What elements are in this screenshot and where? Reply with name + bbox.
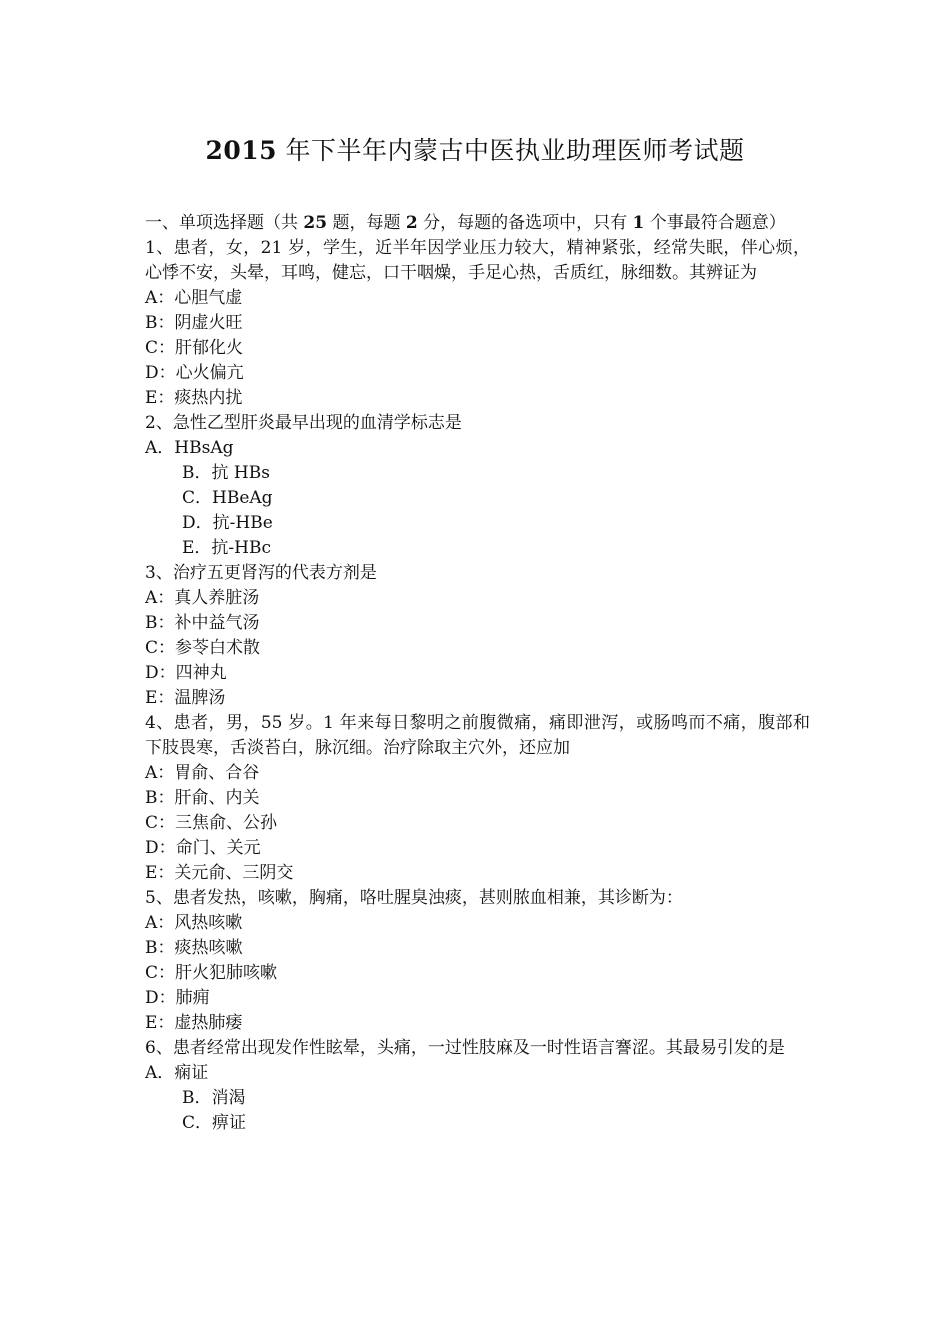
option-a: A：心胆气虚	[145, 288, 243, 308]
question-stem: 6、患者经常出现发作性眩晕，头痛，一过性肢麻及一时性语言謇涩。其最易引发的是	[145, 1038, 785, 1058]
option-b: B：肝俞、内关	[145, 788, 260, 808]
option-e: E：关元俞、三阴交	[145, 863, 294, 883]
option-c: C．HBeAg	[182, 488, 273, 508]
section-heading-text: 题，每题	[327, 213, 406, 233]
option-d: D：命门、关元	[145, 838, 261, 858]
question-stem: 2、急性乙型肝炎最早出现的血清学标志是	[145, 413, 462, 433]
option-c: C：三焦俞、公孙	[145, 813, 278, 833]
question-count: 25	[303, 213, 328, 233]
option-d: D：肺痈	[145, 988, 210, 1008]
option-b: B：补中益气汤	[145, 613, 260, 633]
title-year: 2015	[205, 136, 278, 165]
option-b: B．抗 HBs	[182, 463, 270, 483]
option-c: C．痹证	[182, 1113, 247, 1133]
section-heading-text: 一、单项选择题（共	[145, 213, 304, 233]
title-text: 年下半年内蒙古中医执业助理医师考试题	[277, 136, 745, 165]
document-body	[145, 211, 810, 1136]
option-e: E：痰热内扰	[145, 388, 243, 408]
option-c: C：肝郁化火	[145, 338, 244, 358]
option-c: C：参苓白术散	[145, 638, 261, 658]
question-stem: 3、治疗五更肾泻的代表方剂是	[145, 563, 377, 583]
question-stem: 1、患者，女，21 岁，学生，近半年因学业压力较大，精神紧张，经常失眠，伴心烦，心悸不安，头晕，耳鸣，健忘，口干咽燥，手足心热，舌质红，脉细数。其辨证为	[145, 238, 810, 283]
section-heading	[145, 211, 810, 236]
option-e: E：温脾汤	[145, 688, 226, 708]
option-a: A：真人养脏汤	[145, 588, 260, 608]
correct-count: 1	[632, 213, 645, 233]
question-stem: 4、患者，男，55 岁。1 年来每日黎明之前腹微痛，痛即泄泻，或肠鸣而不痛，腹部和下肢畏寒，舌淡苔白，脉沉细。治疗除取主穴外，还应加	[145, 713, 810, 758]
points-per-question: 2	[405, 213, 418, 233]
option-d: D．抗-HBe	[182, 513, 273, 533]
option-b: B．消渴	[182, 1088, 246, 1108]
option-e: E：虚热肺痿	[145, 1013, 243, 1033]
option-d: D：心火偏亢	[145, 363, 244, 383]
option-b: B：痰热咳嗽	[145, 938, 243, 958]
question-stem: 5、患者发热，咳嗽，胸痛，咯吐腥臭浊痰，甚则脓血相兼，其诊断为：	[145, 888, 683, 908]
option-c: C：肝火犯肺咳嗽	[145, 963, 278, 983]
section-heading-text: 个事最符合题意）	[644, 213, 786, 233]
section-heading-text: 分，每题的备选项中，只有	[417, 213, 633, 233]
document-title	[0, 134, 950, 168]
option-d: D：四神丸	[145, 663, 227, 683]
option-a: A：胃俞、合谷	[145, 763, 260, 783]
option-a: A．HBsAg	[145, 438, 234, 458]
option-e: E．抗-HBc	[182, 538, 271, 558]
option-b: B：阴虚火旺	[145, 313, 243, 333]
option-a: A．痫证	[145, 1063, 209, 1083]
option-a: A：风热咳嗽	[145, 913, 243, 933]
